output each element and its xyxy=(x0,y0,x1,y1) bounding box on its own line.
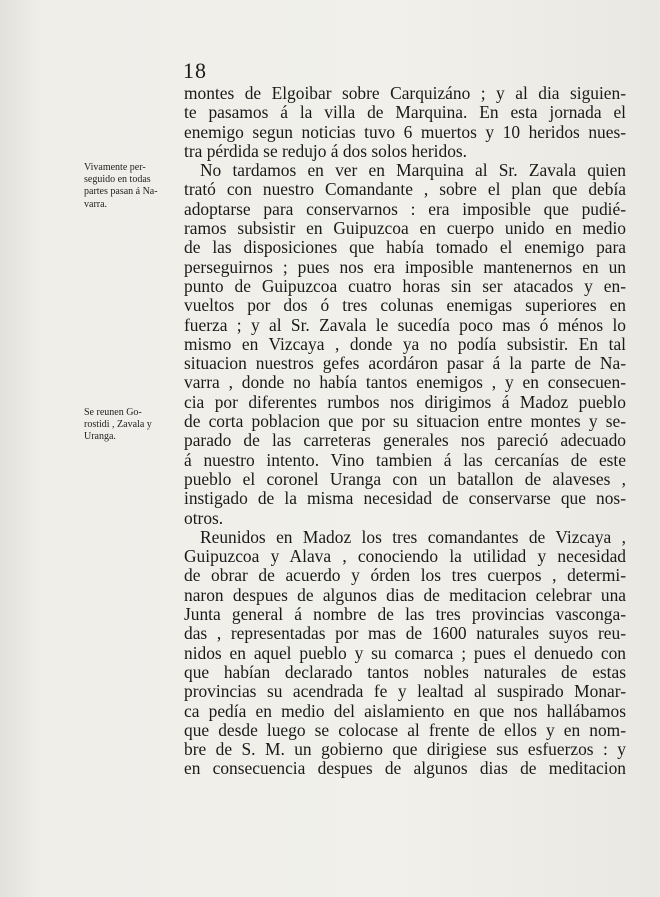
text-line: ca pedía en medio del aislamiento en que nos hallábamos xyxy=(184,700,626,721)
text-line: vueltos por dos ó tres colunas enemigas superiores en xyxy=(184,295,626,316)
text-line: pueblo el coronel Uranga con un batallon de alaveses , xyxy=(184,468,626,489)
text-line: adoptarse para conservarnos : era imposible que pudié- xyxy=(184,198,626,219)
text-line: instigado de la misma necesidad de conservarse que nos- xyxy=(184,488,626,509)
text-line: enemigo segun noticias tuvo 6 muertos y 10 heridos nues- xyxy=(184,121,626,142)
text-line: No tardamos en ver en Marquina al Sr. Zavala quien xyxy=(200,160,626,181)
text-line: punto de Guipuzcoa cuatro horas sin ser atacados y en- xyxy=(184,275,626,296)
margin-note-1 xyxy=(84,162,180,211)
margin-note-line: rostidi , Zavala y xyxy=(84,419,152,431)
text-line: mismo en Vizcaya , donde ya no podía subsistir. En tal xyxy=(184,333,626,354)
text-line: que desde luego se colocase al frente de ellos y en nom- xyxy=(184,719,626,740)
text-line: parado de las carreteras generales nos pareció adecuado xyxy=(184,430,626,451)
text-line: Guipuzcoa y Alava , conociendo la utilidad y necesidad xyxy=(184,546,626,567)
text-line: tra pérdida se redujo á dos solos heridos. xyxy=(184,140,468,161)
page-number: 18 xyxy=(183,58,207,83)
text-line: Junta general á nombre de las tres provincias vasconga- xyxy=(184,604,626,625)
text-line: de obrar de acuerdo y órden los tres cuerpos , determi- xyxy=(184,565,626,586)
margin-note-line: Vivamente per- xyxy=(84,162,146,173)
text-line: ramos subsistir en Guipuzcoa en cuerpo unido en medio xyxy=(184,218,626,239)
text-line: cia por diferentes rumbos nos dirigimos á Madoz pueblo xyxy=(184,391,626,412)
text-line: á nuestro intento. Vino tambien á las cercanías de este xyxy=(184,449,626,470)
text-line: que habían declarado tantos nobles naturales de estas xyxy=(184,661,626,682)
text-line: perseguirnos ; pues nos era imposible mantenernos en un xyxy=(184,256,626,277)
text-line: provincias su acendrada fe y lealtad al suspirado Monar- xyxy=(184,681,626,702)
margin-note-line: seguido en todas xyxy=(84,174,151,186)
text-line: de las disposiciones que había tomado el enemigo para xyxy=(184,237,626,258)
margin-note-2 xyxy=(84,407,180,444)
text-line: Reunidos en Madoz los tres comandantes de Vizcaya , xyxy=(200,526,626,547)
margin-note-line: partes pasan á Na- xyxy=(84,186,158,198)
text-line: situacion nuestros gefes acordáron pasar á la parte de Na- xyxy=(184,353,626,374)
text-line: te pasamos á la villa de Marquina. En esta jornada el xyxy=(184,102,626,123)
text-line: de corta poblacion que por su situacion entre montes y se- xyxy=(184,411,626,432)
text-line: montes de Elgoibar sobre Carquizáno ; y al dia siguien- xyxy=(184,83,626,103)
text-line: bre de S. M. un gobierno que dirigiese sus esfuerzos : y xyxy=(184,739,626,760)
text-line: nidos en aquel pueblo y su comarca ; pues el denuedo con xyxy=(184,642,626,663)
text-line: en consecuencia despues de algunos dias de meditacion xyxy=(184,758,626,779)
text-line: naron despues de algunos dias de meditacion celebrar una xyxy=(184,584,626,605)
text-line: trató con nuestro Comandante , sobre el plan que debía xyxy=(184,179,626,200)
text-line: das , representadas por mas de 1600 naturales suyos reu- xyxy=(184,623,626,644)
text-line: fuerza ; y al Sr. Zavala le sucedía poco mas ó ménos lo xyxy=(184,314,626,335)
margin-note-line: Se reunen Go- xyxy=(84,407,142,418)
text-line: varra , donde no había tantos enemigos , y en consecuen- xyxy=(184,372,626,393)
text-line: otros. xyxy=(184,507,224,528)
margin-note-line: varra. xyxy=(84,198,108,210)
body-text xyxy=(184,84,626,779)
margin-note-line: Uranga. xyxy=(84,431,116,443)
